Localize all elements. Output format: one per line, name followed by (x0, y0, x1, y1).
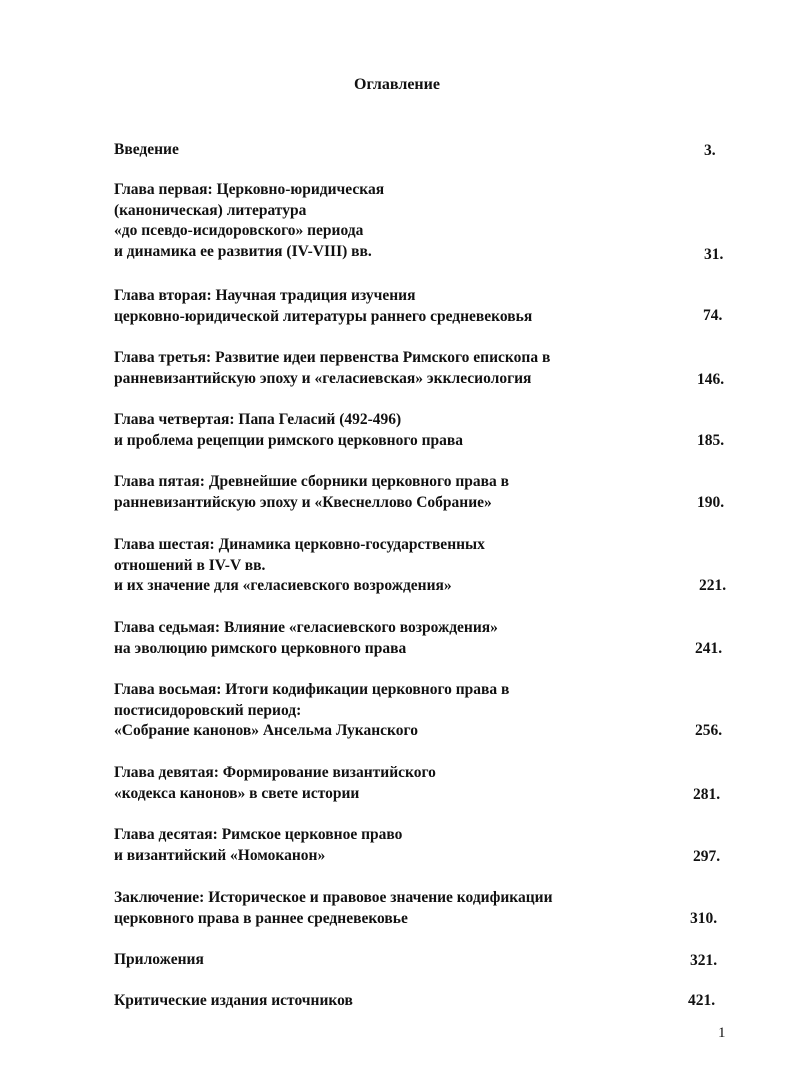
toc-page-number: 185. (697, 432, 725, 449)
toc-page-number: 321. (690, 952, 718, 969)
toc-entry-line: Критические издания источников (114, 992, 353, 1009)
toc-entry-chapter-4 (114, 410, 734, 451)
toc-page-number: 31. (704, 246, 724, 263)
toc-entry-line: «до псевдо-исидоровского» периода (114, 222, 364, 240)
toc-entry-line: (каноническая) литература (114, 201, 307, 219)
toc-entry-line: Глава шестая: Динамика церковно-государственных (114, 536, 485, 553)
toc-page-number: 310. (690, 910, 718, 927)
toc-entry-line: Введение (114, 141, 179, 158)
toc-entry-line: Глава первая: Церковно-юридическая (114, 181, 385, 198)
toc-entry-line: и их значение для «геласиевского возрождения» (114, 577, 452, 595)
toc-entry-chapter-1 (114, 180, 734, 263)
toc-page-number: 3. (704, 142, 716, 159)
toc-page-number: 221. (699, 577, 727, 594)
toc-entry-line: постисидоровский период: (114, 701, 302, 719)
toc-entry-chapter-10 (114, 825, 734, 866)
toc-entry-line: и византийский «Номоканон» (114, 846, 326, 864)
toc-entry-line: ранневизантийскую эпоху и «геласиевская» экклесиология (114, 369, 532, 387)
toc-page-number: 256. (695, 722, 723, 739)
toc-entry-chapter-5 (114, 472, 734, 513)
page-title: Оглавление (354, 76, 440, 93)
toc-page-number: 190. (697, 494, 725, 511)
toc-page-number: 146. (697, 371, 725, 388)
toc-entry-chapter-3 (114, 348, 734, 389)
toc-page-number: 241. (695, 640, 723, 657)
toc-entry-line: Глава вторая: Научная традиция изучения (114, 287, 416, 304)
toc-entry-chapter-7 (114, 618, 734, 659)
toc-entry-line: церковного права в раннее средневековье (114, 909, 408, 927)
toc-entry-line: Глава третья: Развитие идеи первенства Римского епископа в (114, 349, 551, 366)
toc-entry-line: Глава седьмая: Влияние «геласиевского возрождения» (114, 619, 498, 636)
toc-page-number: 281. (693, 786, 721, 803)
toc-page-number: 297. (693, 848, 721, 865)
toc-entry-critical-editions (114, 991, 734, 1012)
toc-entry-line: Приложения (114, 951, 204, 968)
toc-entry-introduction (114, 140, 734, 161)
toc-entry-line: Глава девятая: Формирование византийского (114, 764, 436, 781)
toc-entry-line: Глава десятая: Римское церковное право (114, 826, 403, 843)
toc-entry-line: отношений в IV-V вв. (114, 556, 266, 574)
toc-entry-line: и проблема рецепции римского церковного права (114, 431, 464, 449)
toc-entry-line: Заключение: Историческое и правовое значение кодификации (114, 889, 553, 906)
toc-entry-line: Глава восьмая: Итоги кодификации церковного права в (114, 681, 510, 698)
toc-entry-chapter-9 (114, 763, 734, 804)
toc-page-number: 74. (703, 307, 723, 324)
toc-page-number: 421. (688, 992, 716, 1009)
toc-entry-line: «кодекса канонов» в свете истории (114, 784, 360, 802)
toc-entry-chapter-6 (114, 535, 734, 597)
toc-entry-chapter-2 (114, 286, 734, 327)
toc-entry-line: на эволюцию римского церковного права (114, 639, 407, 657)
toc-entry-line: ранневизантийскую эпоху и «Квеснеллово Собрание» (114, 493, 492, 511)
toc-entry-line: Глава четвертая: Папа Геласий (492-496) (114, 411, 402, 428)
page-number: 1 (718, 1025, 726, 1041)
toc-entry-line: церковно-юридической литературы раннего средневековья (114, 307, 533, 325)
toc-entry-line: «Собрание канонов» Ансельма Луканского (114, 722, 418, 740)
toc-entry-appendices (114, 950, 734, 971)
toc-entry-chapter-8 (114, 680, 734, 742)
toc-entry-conclusion (114, 888, 734, 929)
toc-entry-line: Глава пятая: Древнейшие сборники церковного права в (114, 473, 509, 490)
toc-entry-line: и динамика ее развития (IV-VIII) вв. (114, 243, 372, 261)
